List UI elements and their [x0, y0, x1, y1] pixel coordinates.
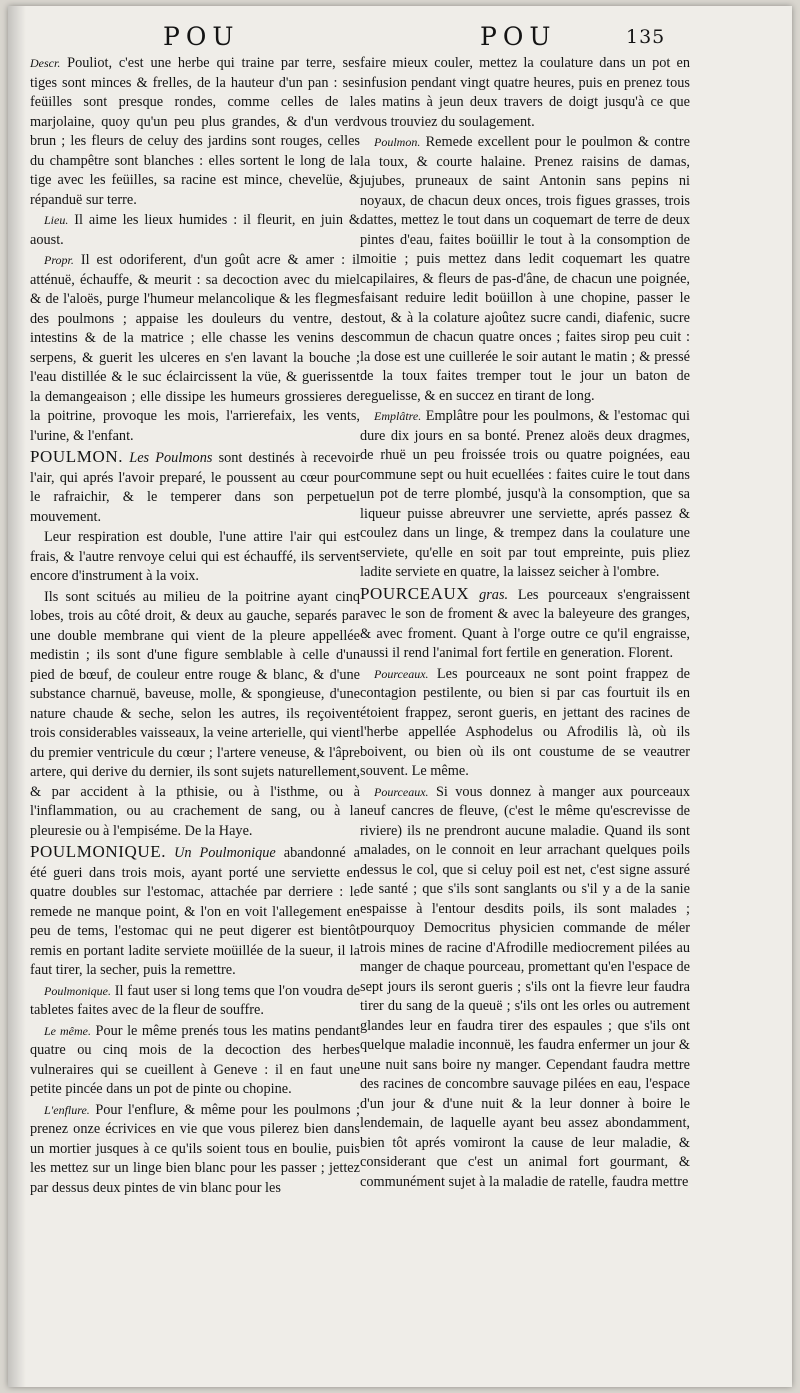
- paragraph-text: faire mieux couler, mettez la coulature dans un pot en infusion pendant vingt quatre heures, puis en prenez tous les matins à jeun deux travers de doigt jusqu'à ce que vous trouviez du soulagement.: [360, 55, 690, 130]
- paragraph-text: Emplâtre pour les poulmons, & l'estomac qui dure dix jours en sa bonté. Prenez aloës deux dragmes, de rhuë un peu froissée trois ou quatre poignées, eau commune sept ou huit ecuellées : faites cuire le tout dans un pot de terre plombé, jusqu'à la consomption, que sa liqueur puisse abreuvrer une serviette, aprés passez & coulez dans un linge, & trempez dans la coulature une serviete, qu'elle en soit par tout empreinte, puis pliez ladite serviete en quatre, la laissez seicher à l'ombre.: [360, 408, 691, 580]
- entry-pourceaux-gras: [360, 584, 690, 664]
- paragraph-text: Il aime les lieux humides : il fleurit, en juin & aoust.: [30, 212, 360, 248]
- paragraph-text: Ils sont scitués au milieu de la poitrine ayant cinq lobes, trois au côté droit, & deux au gauche, separés par une double membrane qui vient de la pleure appellée medistin ; ils sont d'une figure semblable à celle d'un pied de bœuf, de couleur entre rouge & blanc, & d'une substance charnuë, baveuse, molle, & spongieuse, d'une nature chaude & seche, selon les autres, ils reçoivent trois considerables vaisseaux, la veine arterielle, qui vient du premier ventricule du cœur ; l'artere veneuse, & l'âpre artere, qui derive du dernier, ils sont sujets naturellement, & par accident à la pthisie, ou à l'isthme, ou à l'inflammation, ou au crachement de sang, ou à la pleuresie ou à l'empiséme. De la Haye.: [30, 588, 360, 839]
- paragraph-enflure: [30, 1101, 360, 1199]
- paragraph-le-meme: [30, 1022, 360, 1100]
- margin-label: Descr.: [30, 56, 61, 70]
- margin-label: Le même.: [44, 1023, 91, 1038]
- paragraph-text: Il est odoriferent, d'un goût acre & amer : il atténuë, échauffe, & meurit : sa decoction avec du miel & de l'aloës, purge l'humeur melancolique & les flegmes des poulmons ; appaise les douleurs du ventre, des intestins & de la matrice ; elle chasse les venins des serpens, & guerit les ulceres en s'en lavant la bouche ; l'eau distillée & le suc éclaircissent la vüe, & guerissent la demangeaison ; elle dissipe les humeurs grossieres de la poitrine, provoque les mois, l'arrierefaix, les vents, l'urine, & l'enfant.: [30, 252, 361, 444]
- margin-label: Pourceaux.: [374, 666, 429, 681]
- paragraph-text: Pour l'enflure, & même pour les poulmons ; prenez onze écrivices en vie que vous pilerez bien dans un mortier jusques à ce qu'ils soient tous en boulie, puis les mettez sur un linge bien blanc pour les passer ; jettez par dessus deux pintes de vin blanc pour les: [30, 1101, 360, 1196]
- entry-headword: POULMON.: [30, 447, 124, 466]
- margin-label: Lieu.: [44, 213, 69, 227]
- entry-label: Un Poulmonique: [174, 845, 276, 861]
- right-running-head: POU: [480, 22, 557, 51]
- paragraph-text: Leur respiration est double, l'une attire l'air qui est frais, & l'autre renvoye celui qui est échauffé, ils servent encore d'instrument à la voix.: [30, 529, 360, 584]
- paragraph-pouliot-lieu: [30, 211, 360, 250]
- right-text-column: [360, 54, 690, 1193]
- paragraph-text: Remede excellent pour le poulmon & contre la toux, & courte halaine. Prenez raisins de damas, jujubes, pruneaux de saint Antonin sans pepins ni noyaux, de chacun deux onces, trois figues grasses, trois dattes, mettez le tout dans un coquemart de terre de deux pintes d'eau, faites boüillir le tout à la consomption de moitie ; puis mettez dans ledit coquemart les quatre capilaires, & fleurs de pas-d'âne, de chacun une poignée, faisant reduire ledit boüillon à une chopine, passer le tout, & à la colature ajoûtez sucre candi, diafenic, sucre commun de chacun quatre onces ; faites sirop peu cuit : la dose est une cuillerée le soir autant le matin ; & pressé de la toux faites tremper tout le jour un baton de reguelisse, & en succez en tirant de long.: [360, 134, 690, 404]
- paragraph-text: Pour le même prenés tous les matins pendant quatre ou cinq mois de la decoction des herbes vulneraires qui se cueillent à Geneve : il en faut une petite pincée dans un pot de pinte ou chopine.: [30, 1022, 361, 1097]
- paragraph-text: Les pourceaux s'engraissent avec le son de froment & avec la baleyeure des granges, & avec froment. Quant à l'orge outre ce qu'il engraisse, aussi il rend l'animal fort fertile en generation. Florent.: [360, 586, 690, 661]
- left-text-column: [30, 54, 360, 1199]
- paragraph-text: Il faut user si long tems que l'on voudra de tabletes faites avec de la fleur de souffre.: [30, 982, 360, 1018]
- entry-poulmon: [30, 447, 360, 527]
- entry-label: Les Poulmons: [129, 450, 213, 466]
- margin-label: Pourceaux.: [374, 784, 429, 799]
- entry-headword: POULMONIQUE.: [30, 842, 167, 861]
- paragraph-pouliot-description: [30, 54, 360, 210]
- entry-label: gras.: [479, 586, 509, 603]
- paragraph-text: Si vous donnez à manger aux pourceaux neuf cancres de fleuve, (c'est le même qu'escrevisse de riviere) ils ne prendront aucune maladie. Quand ils sont malades, on le connoit en leur arrachant quelques poils dessus le col, que si celuy poil est net, c'est signe assuré de santé ; que s'ils sont sanglants ou s'il y a de la sanie espaisse à l'entour desdits poils, ils sont malades ; pourquoy Democritus physicien commande de méler trois mines de racine d'Afrodille mediocrement pilées au manger de chaque pourceau, promettant qu'en l'espace de sept jours ils seront gueris ; s'ils ont la fievre leur faudra tirer du sang de la queuë ; s'ils ont les orles ou autrement glandes leur en faudra tirer des espaules ; que s'ils ont quelque maladie inconnuë, les faudra enfermer un jour & une nuit sans boire ny manger. Cependant faudra mettre des racines de concombre sauvage pilées en eau, l'espace d'un jour & d'une nuit & la leur donner à boire le lendemain, de laquelle ayant beu assez abondamment, bien tôt aprés vomiront la cause de leur maladie, & considerant que c'est un animal fort gourmant, & communément sujet à la maladie de ratelle, faudra mettre: [360, 783, 690, 1190]
- paragraph-text: Les pourceaux ne sont point frappez de contagion pestilente, ou bien si par cas fourtuit ils en étoient frappez, seront gueris, en jettant des racines de l'herbe appellée Asphodelus ou Afrodilis là, où ils boivent, ou bien où ils ont coustume de se veautrer souvent. Le même.: [360, 665, 691, 779]
- entry-poulmonique: [30, 842, 360, 981]
- margin-label: Poulmon.: [374, 135, 421, 149]
- paragraph-situation: [30, 588, 360, 842]
- paragraph-text: sont destinés à recevoir l'air, qui aprés l'avoir preparé, le poussent au cœur pour le rafraichir, & le temperer dans son perpetuel mouvement.: [30, 450, 360, 525]
- margin-label: Propr.: [44, 253, 74, 267]
- paragraph-pouliot-proprietes: [30, 251, 360, 446]
- running-header: [8, 18, 792, 52]
- paragraph-poulmonique-tabletes: [30, 982, 360, 1021]
- margin-label: Emplâtre.: [374, 409, 422, 423]
- paragraph-pourceaux-contagion: [360, 665, 690, 782]
- paragraph-text: Pouliot, c'est une herbe qui traine par terre, ses tiges sont minces & frelles, de la hauteur d'un pan : ses feüilles sont presque rondes, comme celles de la marjolaine, quoy qu'un peu plus grandes, & d'un verd brun ; les fleurs de celuy des jardins sont rouges, celles du champêtre sont blanches : elles sortent le long de la tige avec les feüilles, sa racine est mince, chevelüe, & répanduë sur terre.: [30, 55, 360, 208]
- paragraph-respiration: [30, 528, 360, 587]
- entry-headword: POURCEAUX: [360, 583, 470, 603]
- paragraph-pourceaux-maladies: [360, 783, 690, 1193]
- page-number: 135: [626, 26, 666, 48]
- paragraph-text: abandonné a été gueri dans trois mois, ayant porté une serviette en quatre doubles sur l'estomac, attachée par derriere : le remede ne manque point, & l'on en voit l'allegement en peu de tems, l'estomac qui ne peut digerer est bientôt remis en portant ladite serviete moüillée de la sueur, il la faut tirer, la secher, puis la remettre.: [30, 845, 360, 978]
- margin-label: Poulmonique.: [44, 983, 111, 998]
- left-running-head: POU: [163, 22, 240, 51]
- paragraph-poulmon-remede: [360, 133, 690, 406]
- margin-label: L'enflure.: [44, 1102, 90, 1117]
- paragraph-emplatre: [360, 407, 690, 583]
- paragraph-continuation: [360, 54, 690, 132]
- book-page: [8, 6, 792, 1387]
